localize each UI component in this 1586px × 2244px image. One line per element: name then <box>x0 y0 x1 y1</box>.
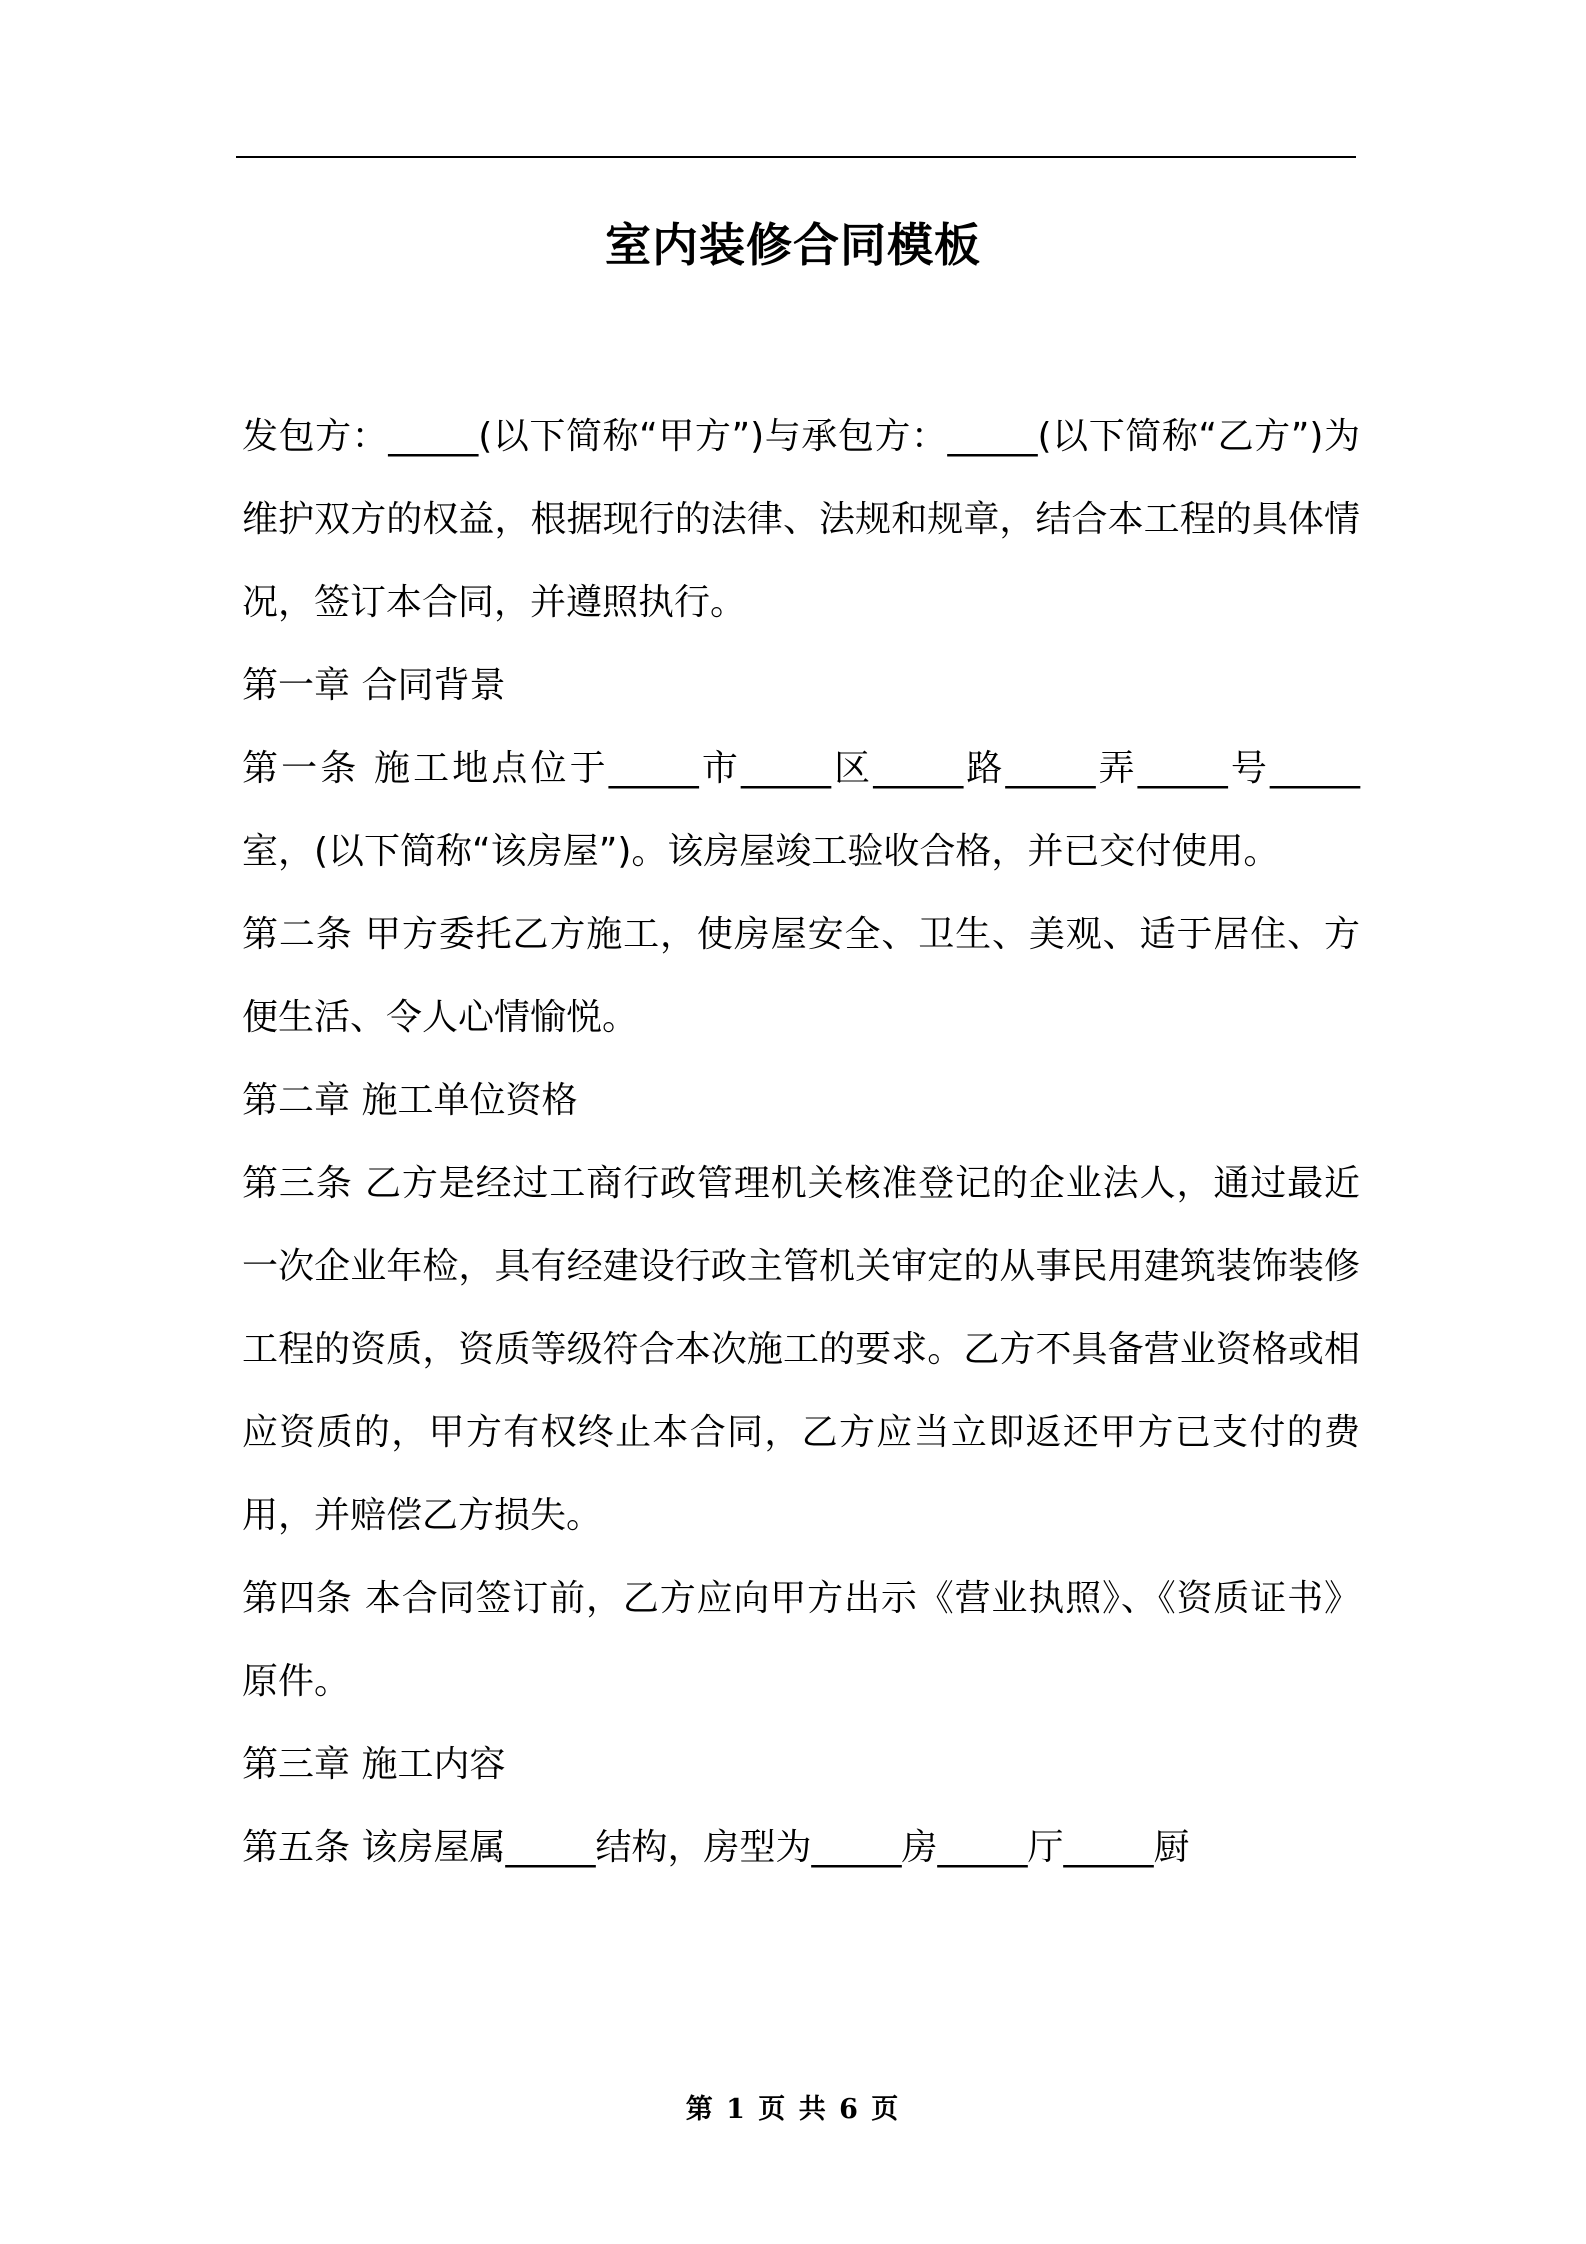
chapter-heading-1: 第一章 合同背景 <box>242 665 506 706</box>
article-3: 第三条 乙方是经过工商行政管理机关核准登记的企业法人，通过最近一次企业年检，具有经建设行政主管机关审定的从事民用建筑装饰装修工程的资质，资质等级符合本次施工的要求。乙方不具备营业资格或相应资质的，甲方有权终止本合同，乙方应当立即返还甲方已支付的费用，并赔偿乙方损失。 <box>242 1163 1360 1536</box>
article-4: 第四条 本合同签订前，乙方应向甲方出示《营业执照》、《资质证书》原件。 <box>242 1578 1360 1702</box>
chapter-heading-3: 第三章 施工内容 <box>242 1744 506 1785</box>
header-rule <box>236 156 1356 158</box>
article-5: 第五条 该房屋属_____结构，房型为_____房_____厅_____厨 <box>242 1827 1190 1868</box>
article-1: 第一条 施工地点位于_____市_____区_____路_____弄_____号_____室，(以下简称“该房屋”)。该房屋竣工验收合格，并已交付使用。 <box>242 748 1360 872</box>
chapter-heading-2: 第二章 施工单位资格 <box>242 1080 578 1121</box>
paragraph-preamble: 发包方：_____(以下简称“甲方”)与承包方：_____(以下简称“乙方”)为维护双方的权益，根据现行的法律、法规和规章，结合本工程的具体情况，签订本合同，并遵照执行。 <box>242 416 1360 623</box>
document-title: 室内装修合同模板 <box>605 218 981 272</box>
page-number-footer: 第 1 页 共 6 页 <box>685 2094 901 2125</box>
document-body <box>242 395 1360 1889</box>
article-2: 第二条 甲方委托乙方施工，使房屋安全、卫生、美观、适于居住、方便生活、令人心情愉悦。 <box>242 914 1360 1038</box>
